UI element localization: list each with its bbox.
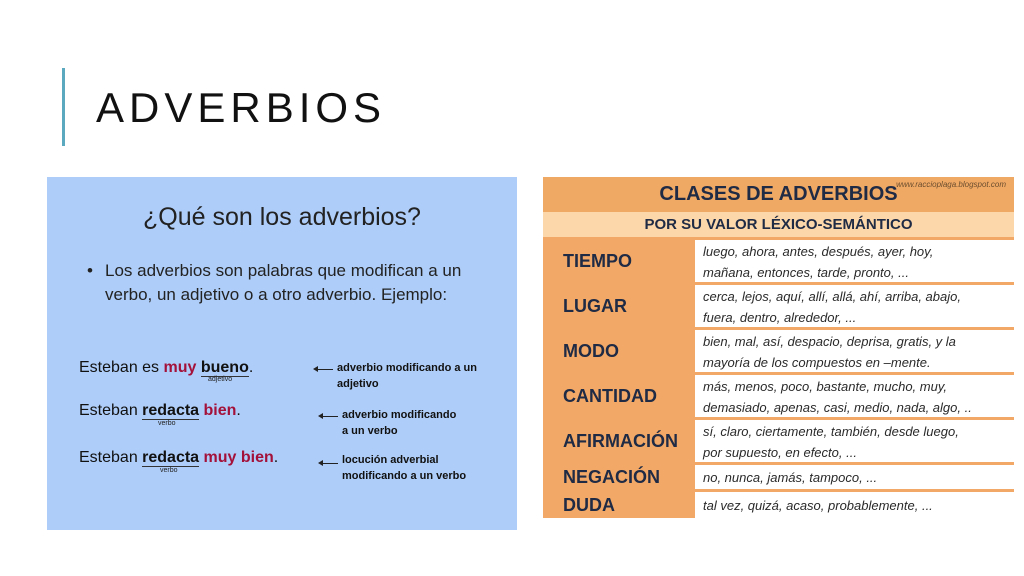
examples-cell [695,492,1014,518]
example-text: Esteban [79,402,143,419]
note-line: locución adverbial [342,454,439,466]
examples-line: cerca, lejos, aquí, allí, allá, ahí, arriba, abajo, [703,288,961,304]
arrow-left-icon [322,463,338,464]
definition-bullet [87,259,507,307]
adverb-classes-table [543,177,1014,518]
definition-text: Los adverbios son palabras que modifican a un verbo, un adjetivo o a otro adverbio. Ejemplo: [105,261,462,304]
example-sentence-1 [79,359,253,377]
panel-title: ¿Qué son los adverbios? [143,203,421,231]
example-note-2 [342,407,456,439]
examples-line: sí, claro, ciertamente, también, desde luego, [703,423,959,439]
sentence-period: . [236,402,241,419]
note-line: adverbio modificando [342,409,457,421]
examples-line: mañana, entonces, tarde, pronto, ... [703,264,909,280]
grammar-label: adjetivo [208,376,233,383]
table-row [543,492,1014,518]
examples-line: no, nunca, jamás, tampoco, ... [703,470,878,485]
example-note-1 [337,360,477,392]
title-accent-bar [62,68,65,146]
examples-line: luego, ahora, antes, después, ayer, hoy, [703,243,934,259]
definition-panel [47,177,517,530]
grammar-label: verbo [158,420,176,427]
examples-line: fuera, dentro, alrededor, ... [703,309,857,325]
examples-cell [695,240,1014,282]
note-line: modificando a un verbo [342,470,467,482]
example-text: Esteban es [79,359,164,376]
example-sentence-2 [79,402,241,420]
example-sentence-3 [79,449,278,467]
category-cell: LUGAR [543,285,692,327]
arrow-left-icon [322,416,338,417]
examples-line: más, menos, poco, bastante, mucho, muy, [703,378,947,394]
category-cell: CANTIDAD [543,375,692,417]
examples-line: tal vez, quizá, acaso, probablemente, ... [703,498,933,513]
example-note-3 [342,452,466,484]
table-row [543,420,1014,462]
table-source-url: www.raccioplaga.blogspot.com [896,180,1006,189]
highlighted-adverb: muy [163,359,197,376]
modified-word: redacta [142,402,200,419]
table-row [543,465,1014,489]
category-cell: AFIRMACIÓN [543,420,692,462]
bullet-dot-icon: • [87,261,93,280]
category-cell: TIEMPO [543,240,692,282]
highlighted-adverb: bien [203,402,237,419]
examples-cell [695,285,1014,327]
examples-line: por supuesto, en efecto, ... [703,444,857,460]
grammar-label: verbo [160,467,178,474]
table-subtitle: POR SU VALOR LÉXICO-SEMÁNTICO [543,212,1014,237]
table-title: CLASES DE ADVERBIOS [543,177,1014,212]
examples-line: demasiado, apenas, casi, medio, nada, algo, .. [703,399,972,415]
slide-title: ADVERBIOS [96,84,387,131]
table-row [543,285,1014,327]
examples-cell [695,375,1014,417]
table-row [543,375,1014,417]
category-cell: NEGACIÓN [543,465,692,489]
sentence-period: . [248,359,254,376]
arrow-left-icon [317,369,333,370]
sentence-period: . [273,449,279,466]
note-line: adjetivo [337,378,379,390]
examples-line: bien, mal, así, despacio, deprisa, gratis, y la [703,333,956,349]
examples-cell [695,330,1014,372]
example-text: Esteban [79,449,143,466]
examples-line: mayoría de los compuestos en –mente. [703,354,931,370]
category-cell: DUDA [543,492,692,518]
modified-word: redacta [142,449,200,466]
modified-word: bueno [200,359,249,376]
table-row [543,240,1014,282]
category-cell: MODO [543,330,692,372]
table-row [543,330,1014,372]
examples-cell [695,465,1014,489]
highlighted-adverb: muy bien [203,449,274,466]
examples-cell [695,420,1014,462]
note-line: a un verbo [342,425,398,437]
note-line: adverbio modificando a un [337,362,477,374]
